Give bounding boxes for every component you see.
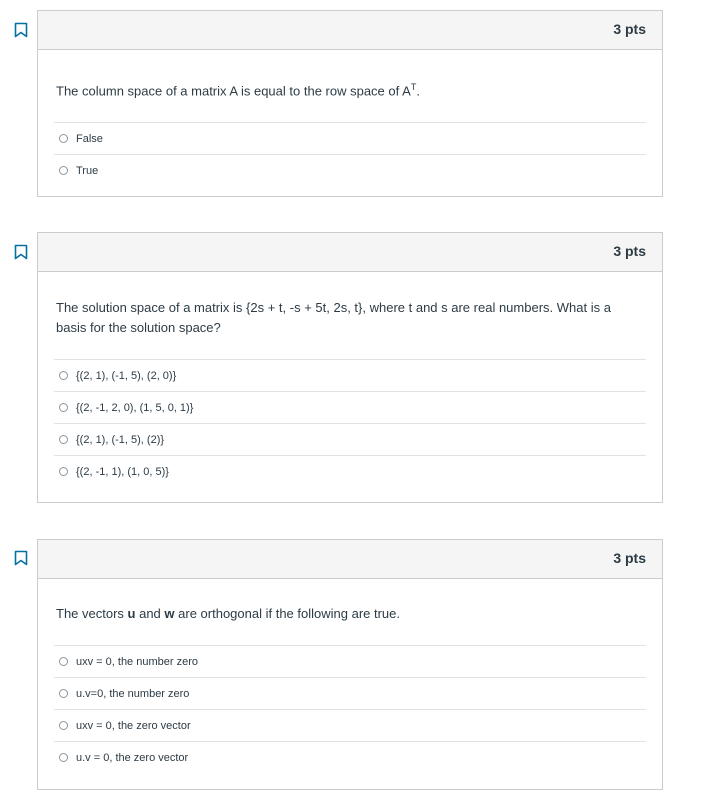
question-text-main: The column space of a matrix A is equal to the row space of A: [56, 83, 411, 99]
question-text: [38, 50, 662, 122]
radio-button[interactable]: [59, 721, 68, 730]
points-label: 3 pts: [613, 243, 646, 259]
points-label: 3 pts: [613, 21, 646, 37]
answer-label: uxv = 0, the zero vector: [76, 719, 191, 732]
answer-option[interactable]: [54, 741, 646, 773]
answer-list: [54, 645, 646, 773]
bookmark-icon[interactable]: [14, 244, 28, 260]
answer-list: [54, 122, 646, 186]
bookmark-icon[interactable]: [14, 22, 28, 38]
question-header: [38, 11, 662, 50]
answer-option[interactable]: [54, 359, 646, 391]
answer-label: {(2, 1), (-1, 5), (2)}: [76, 433, 165, 446]
bookmark-icon[interactable]: [14, 550, 28, 566]
question-header: [38, 233, 662, 272]
question-1: [37, 10, 663, 197]
superscript: T: [410, 82, 417, 92]
vector-u: u: [127, 606, 136, 621]
answer-label: {(2, 1), (-1, 5), (2, 0)}: [76, 369, 177, 382]
radio-button[interactable]: [59, 134, 68, 143]
vector-w: w: [164, 606, 175, 621]
question-text-part: and: [135, 606, 165, 621]
question-text: The solution space of a matrix is {2s + t, -s + 5t, 2s, t}, where t and s are real numbers. What is a basis for the solution space?: [56, 300, 611, 335]
answer-label: {(2, -1, 2, 0), (1, 5, 0, 1)}: [76, 401, 194, 414]
answer-label: u.v = 0, the zero vector: [76, 751, 189, 764]
question-header: [38, 540, 662, 579]
points-label: 3 pts: [613, 550, 646, 566]
radio-button[interactable]: [59, 435, 68, 444]
question-text-part: are orthogonal if the following are true.: [174, 606, 400, 621]
answer-option[interactable]: [54, 391, 646, 423]
answer-option[interactable]: [54, 709, 646, 741]
radio-button[interactable]: [59, 371, 68, 380]
answer-option[interactable]: [54, 645, 646, 677]
answer-option[interactable]: [54, 677, 646, 709]
answer-option[interactable]: [54, 455, 646, 487]
radio-button[interactable]: [59, 467, 68, 476]
answer-label: False: [76, 132, 103, 145]
answer-label: uxv = 0, the number zero: [76, 655, 198, 668]
question-3: [37, 539, 663, 790]
radio-button[interactable]: [59, 753, 68, 762]
radio-button[interactable]: [59, 166, 68, 175]
answer-option[interactable]: [54, 154, 646, 186]
answer-option[interactable]: [54, 423, 646, 455]
radio-button[interactable]: [59, 657, 68, 666]
answer-label: u.v=0, the number zero: [76, 687, 190, 700]
radio-button[interactable]: [59, 403, 68, 412]
question-text-part: The vectors: [56, 606, 128, 621]
question-text-end: .: [416, 83, 420, 99]
answer-label: True: [76, 164, 99, 177]
question-text: [38, 579, 662, 645]
answer-option[interactable]: [54, 122, 646, 154]
answer-list: [54, 359, 646, 487]
radio-button[interactable]: [59, 689, 68, 698]
question-2: [37, 232, 663, 503]
answer-label: {(2, -1, 1), (1, 0, 5)}: [76, 465, 169, 478]
